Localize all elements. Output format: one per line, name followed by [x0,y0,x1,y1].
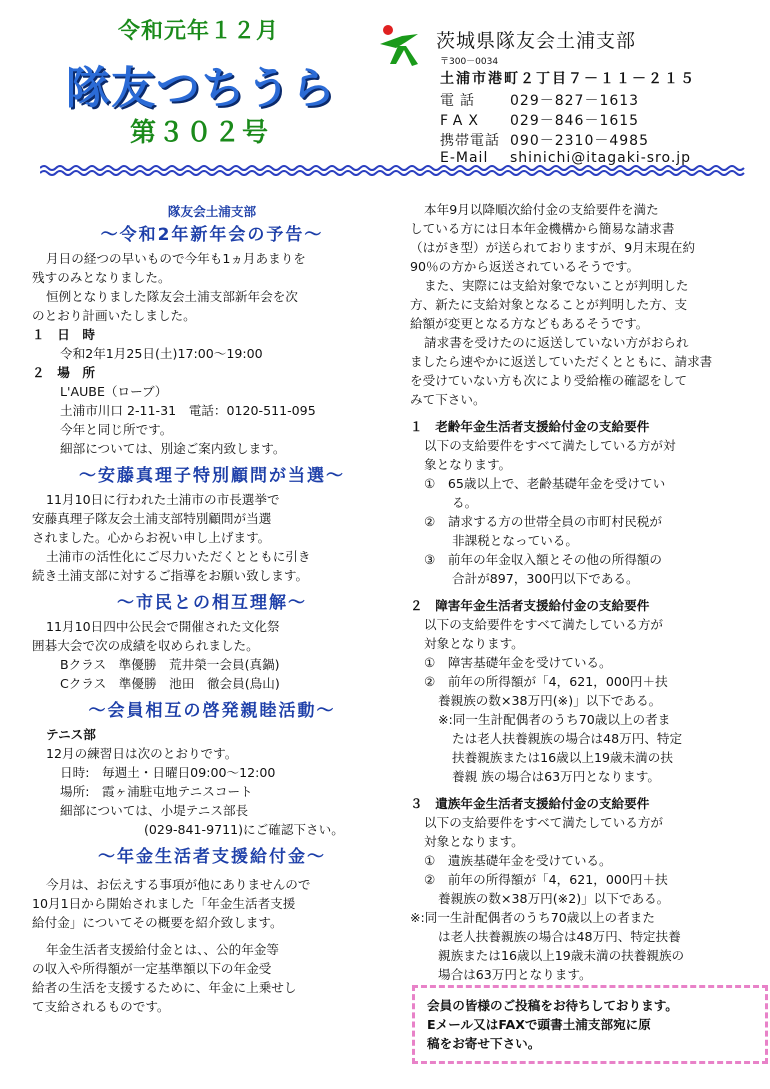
body-line: 養親族の数×38万円(※)」以下である。 [438,693,662,708]
body-line: ① 65歳以上で、老齢基礎年金を受けてい [424,476,666,491]
body-line: の収入や所得額が一定基準額以下の年金受 [32,961,272,976]
result-line: Cクラス 準優勝 池田 徹会員(鳥山) [60,676,280,691]
body-line: 細部については、小堤テニス部長 [60,803,249,818]
notice-line: 稿をお寄せ下さい。 [427,1036,541,1051]
item-label-venue: ２ 場 所 [32,365,95,380]
body-line: 月日の経つの早いもので今年も1ヵ月あまりを [46,251,306,266]
body-line: ① 遺族基礎年金を受けている。 [424,853,612,868]
footnote-line: は老人扶養親族の場合は48万円、特定扶養 [438,929,681,944]
body-line: を受けていない方も次により受給権の確認をして [410,373,688,388]
body-line: 以下の支給要件をすべて満たしている方が対 [424,438,676,453]
footnote-line: ※:同一生計配偶者のうち70歳以上の者また [410,910,655,925]
body-line: のとおり計画いたしました。 [32,308,196,323]
body-line: 対象となります。 [424,636,524,651]
body-line: て支給されるものです。 [32,999,170,1014]
contact-label: 携帯電話 [440,133,500,149]
body-line: ① 障害基礎年金を受けている。 [424,655,612,670]
body-line: 以下の支給要件をすべて満たしている方が [424,617,664,632]
body-line: みて下さい。 [410,392,486,407]
left-column [32,202,392,1016]
contact-mobile [440,130,649,150]
body-line: 以下の支給要件をすべて満たしている方が [424,815,664,830]
body-line: 象となります。 [424,457,512,472]
footnote-line: 親族または16歳以上19歳未満の扶養親族の [438,948,685,963]
body-line: 給者の生活を支援するために、年金に上乗せし [32,980,297,995]
section-title-mutual-understanding: ～市民との相互理解～ [117,593,307,613]
venue-line: L'AUBE（ローブ） [60,384,168,399]
footnote-line: 養親 族の場合は63万円となります。 [452,769,660,784]
body-line: ② 請求する方の世帯全員の市町村民税が [424,514,662,529]
body-line: ② 前年の所得額が「4，621，000円＋扶 [424,872,668,887]
body-line: (029-841-9711)にご確認下さい。 [144,822,344,837]
item-value-datetime: 令和2年1月25日(土)17:00～19:00 [60,346,263,361]
requirement-heading-disability: ２ 障害年金生活者支援給付金の支給要件 [410,598,650,613]
body-line: 場所: 霞ヶ浦駐屯地テニスコート [60,784,253,799]
body-line: 給額が変更となる方などもあるそうです。 [410,316,649,331]
contact-value: 090－2310－4985 [510,133,649,149]
contact-phone [440,90,639,110]
address: 土浦市港町２丁目７－１１－２１５ [440,71,696,87]
body-line: ましたら速やかに返送していただくとともに、請求書 [410,354,713,369]
venue-line: 今年と同じ所です。 [60,422,173,437]
contact-label: FAX [440,113,484,129]
footnote-line: 扶養親族または16歳以上19歳未満の扶 [452,750,673,765]
body-line: 安藤真理子隊友会土浦支部特別顧問が当選 [32,511,272,526]
item-label-datetime: １ 日 時 [32,327,95,342]
body-line: ② 前年の所得額が「4，621，000円＋扶 [424,674,668,689]
body-line: 11月10日に行われた土浦市の市長選挙で [46,492,280,507]
footnote-line: 場合は63万円となります。 [438,967,592,982]
requirement-heading-survivor: ３ 遺族年金生活者支援給付金の支給要件 [410,796,650,811]
body-line: 90％の方から返送されているそうです。 [410,259,640,274]
body-line: 今月は、お伝えする事項が他にありませんので [46,877,311,892]
header-divider [40,164,748,176]
body-line: また、実際には支給対象でないことが判明した [424,278,689,293]
body-line: 11月10日四中公民会で開催された文化祭 [46,619,280,634]
body-line: 続き土浦支部に対するご指導をお願い致します。 [32,568,309,583]
section-title-election: ～安藤真理子特別顧問が当選～ [79,466,345,486]
body-line: 請求書を受けたのに返送していない方がおられ [424,335,689,350]
contact-label: 電話 [440,93,480,109]
section-title-member-activities: ～会員相互の啓発親睦活動～ [88,701,336,721]
issue-date: 令和元年１２月 [118,19,280,44]
body-line: 年金生活者支援給付金とは、、公的年金等 [46,942,279,957]
body-line: 合計が897，300円以下である。 [452,571,639,586]
body-line: されました。心からお祝い申し上げます。 [32,530,271,545]
postal-code: 〒300－0034 [440,57,499,67]
organization-name: 茨城県隊友会土浦支部 [436,30,637,52]
body-line: 12月の練習日は次のとおりです。 [46,746,238,761]
issue-number: 第３０２号 [130,118,271,148]
body-line: 給付金」についてその概要を紹介致します。 [32,915,283,930]
contact-label: E-Mail [440,150,489,166]
body-line: している方には日本年金機構から簡易な請求書 [410,221,675,236]
footnote-line: ※:同一生計配偶者のうち70歳以上の者ま [438,712,671,727]
body-line: 恒例となりました隊友会土浦支部新年会を次 [46,289,298,304]
body-line: 養親族の数×38万円(※2)」以下である。 [438,891,670,906]
body-line: ③ 前年の年金収入額とその他の所得額の [424,552,662,567]
right-column [410,200,760,984]
footnote-line: たは老人扶養親族の場合は48万円、特定 [452,731,683,746]
notice-line: Eメール又はFAXで頭書土浦支部宛に原 [427,1017,651,1032]
venue-line: 土浦市川口 2-11-31 電話：0120-511-095 [60,403,316,418]
body-line: 土浦市の活性化にご尽力いただくとともに引き [46,549,311,564]
body-line: 日時: 毎週土・日曜日09:00～12:00 [60,765,276,780]
body-line: 対象となります。 [424,834,524,849]
body-line: 本年9月以降順次給付金の支給要件を満た [424,202,659,217]
section-org-heading: 隊友会土浦支部 [167,204,257,219]
body-line: 囲碁大会で次の成績を収められました。 [32,638,259,653]
body-line: 方、新たに支給対象となることが判明した方、支 [410,297,688,312]
section-title-pension-support: ～年金生活者支援給付金～ [98,847,326,867]
notice-line: 会員の皆様のご投稿をお待ちしております。 [427,998,678,1013]
contact-value[interactable]: shinichi@itagaki-sro.jp [510,150,692,166]
contact-value: 029－827－1613 [510,93,640,109]
requirement-heading-old-age: １ 老齢年金生活者支援給付金の支給要件 [410,419,650,434]
body-line: （はがき型）が送られておりますが、9月末現在約 [410,240,696,255]
body-line: 10月1日から開始されました「年金生活者支援 [32,896,296,911]
body-line: 残すのみとなりました。 [32,270,171,285]
contact-fax [440,110,639,130]
body-line: 細部については、別途ご案内致します。 [60,441,286,456]
organization-logo-icon [376,22,422,68]
body-line: 非課税となっている。 [452,533,578,548]
contact-value: 029－846－1615 [510,113,640,129]
body-line: る。 [452,495,478,510]
club-name: テニス部 [46,727,96,742]
section-title-new-year-party: ～令和2年新年会の予告～ [100,225,324,245]
submission-notice-box [412,985,768,1064]
newsletter-title: 隊友つちうら [66,63,336,114]
result-line: Bクラス 準優勝 荒井榮一会員(真鍋) [60,657,280,672]
